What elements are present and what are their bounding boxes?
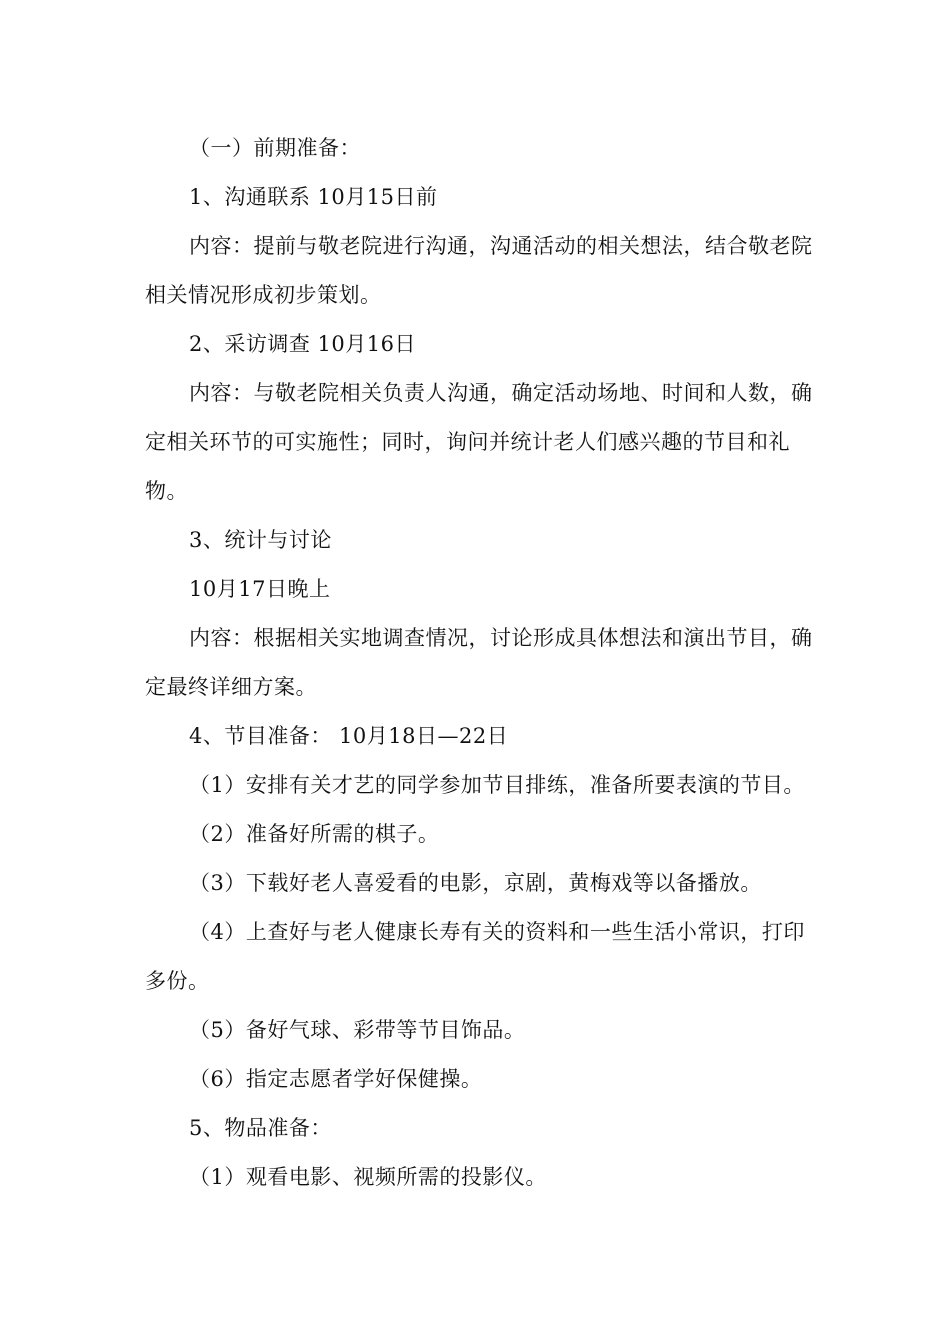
item-heading: 4、节目准备： 10月18日—22日 — [189, 724, 509, 748]
list-item: （3）下载好老人喜爱看的电影，京剧，黄梅戏等以备播放。 — [189, 871, 762, 895]
item-heading: 5、物品准备： — [189, 1116, 332, 1140]
item-heading: 1、沟通联系 10月15日前 — [189, 185, 438, 209]
item-heading: 2、采访调查 10月16日 — [189, 332, 416, 356]
list-item: （2）准备好所需的棋子。 — [189, 822, 440, 846]
section-heading: （一）前期准备： — [189, 136, 361, 160]
paragraph: 10月17日晚上 — [189, 577, 331, 601]
paragraph: 内容：与敬老院相关负责人沟通，确定活动场地、时间和人数，确定相关环节的可实施性；同时，询问并统计老人们感兴趣的节目和礼物。 — [145, 381, 813, 503]
list-item: （1）安排有关才艺的同学参加节目排练，准备所要表演的节目。 — [189, 773, 805, 797]
paragraph: 内容：提前与敬老院进行沟通，沟通活动的相关想法，结合敬老院相关情况形成初步策划。 — [145, 234, 813, 307]
list-item: （6）指定志愿者学好保健操。 — [189, 1067, 483, 1091]
list-item: （4）上查好与老人健康长寿有关的资料和一些生活小常识，打印多份。 — [145, 920, 805, 993]
item-heading: 3、统计与讨论 — [189, 528, 332, 552]
list-item: （5）备好气球、彩带等节目饰品。 — [189, 1018, 526, 1042]
document-body — [145, 124, 815, 1202]
list-item: （1）观看电影、视频所需的投影仪。 — [189, 1165, 547, 1189]
paragraph: 内容：根据相关实地调查情况，讨论形成具体想法和演出节目，确定最终详细方案。 — [145, 626, 813, 699]
